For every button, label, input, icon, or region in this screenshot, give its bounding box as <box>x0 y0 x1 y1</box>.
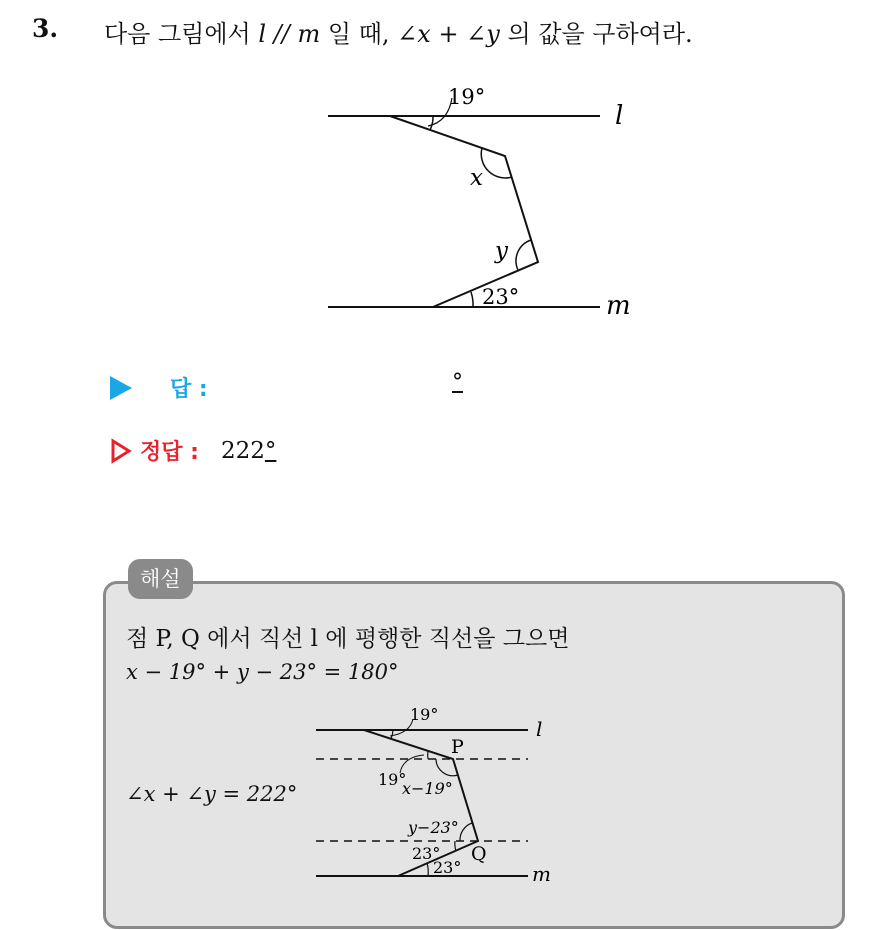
parallel-expression: l // m <box>258 20 321 48</box>
exp-line-m-label: m <box>532 862 551 886</box>
correct-answer-value <box>221 438 276 464</box>
line-l-label: l <box>615 101 624 131</box>
explanation-tag: 해설 <box>128 559 193 599</box>
answer-input[interactable]: ° <box>452 370 463 395</box>
question-text <box>104 14 693 49</box>
exp-angle-19-lower: 19° <box>378 770 407 789</box>
angle-x-label: x <box>470 165 483 191</box>
question-number: 3. <box>32 14 59 43</box>
question-text-after: 의 값을 구하여라. <box>507 20 693 48</box>
point-q-label: Q <box>471 843 487 865</box>
exp-angle-23-lower: 23° <box>433 858 462 877</box>
exp-arc-19-top <box>391 730 393 739</box>
angle-expression: ∠x + ∠y <box>397 20 500 48</box>
arc-23 <box>471 292 473 307</box>
exp-arc-23-upper <box>455 841 456 851</box>
exp-arc-23-lower <box>427 863 428 876</box>
answer-label: 답 : <box>170 377 208 402</box>
question-text-before: 다음 그림에서 <box>104 20 251 48</box>
line-m-label: m <box>606 291 631 321</box>
correct-value-unit: ° <box>264 437 277 464</box>
exp-angle-19-top: 19° <box>410 705 439 724</box>
angle-y-label: y <box>495 238 508 264</box>
exp-y-minus-label: y−23° <box>408 818 459 837</box>
exp-line-l-label: l <box>536 717 543 741</box>
exp-arc-y <box>460 823 472 841</box>
point-p-label: P <box>451 736 464 758</box>
main-figure <box>300 70 660 330</box>
angle-19-label: 19° <box>448 85 486 109</box>
exp-angle-23-upper: 23° <box>412 844 441 863</box>
zigzag-path <box>390 116 538 307</box>
explanation-line-1: 점 P, Q 에서 직선 l 에 평행한 직선을 그으면 <box>126 626 570 652</box>
correct-answer-row <box>110 435 276 466</box>
play-triangle-icon <box>110 376 132 400</box>
exp-x-minus-label: x−19° <box>402 779 453 798</box>
question-text-mid: 일 때, <box>327 20 390 48</box>
answer-row <box>110 372 208 403</box>
explanation-line-3: ∠x + ∠y = 222° <box>126 782 298 806</box>
explanation-line-2: x − 19° + y − 23° = 180° <box>126 660 399 684</box>
angle-23-label: 23° <box>482 285 520 309</box>
arc-19 <box>430 116 433 130</box>
correct-value-number: 222 <box>220 437 265 464</box>
outline-triangle-icon <box>110 438 132 464</box>
explanation-figure <box>300 695 570 895</box>
correct-answer-label: 정답 : <box>140 440 199 465</box>
